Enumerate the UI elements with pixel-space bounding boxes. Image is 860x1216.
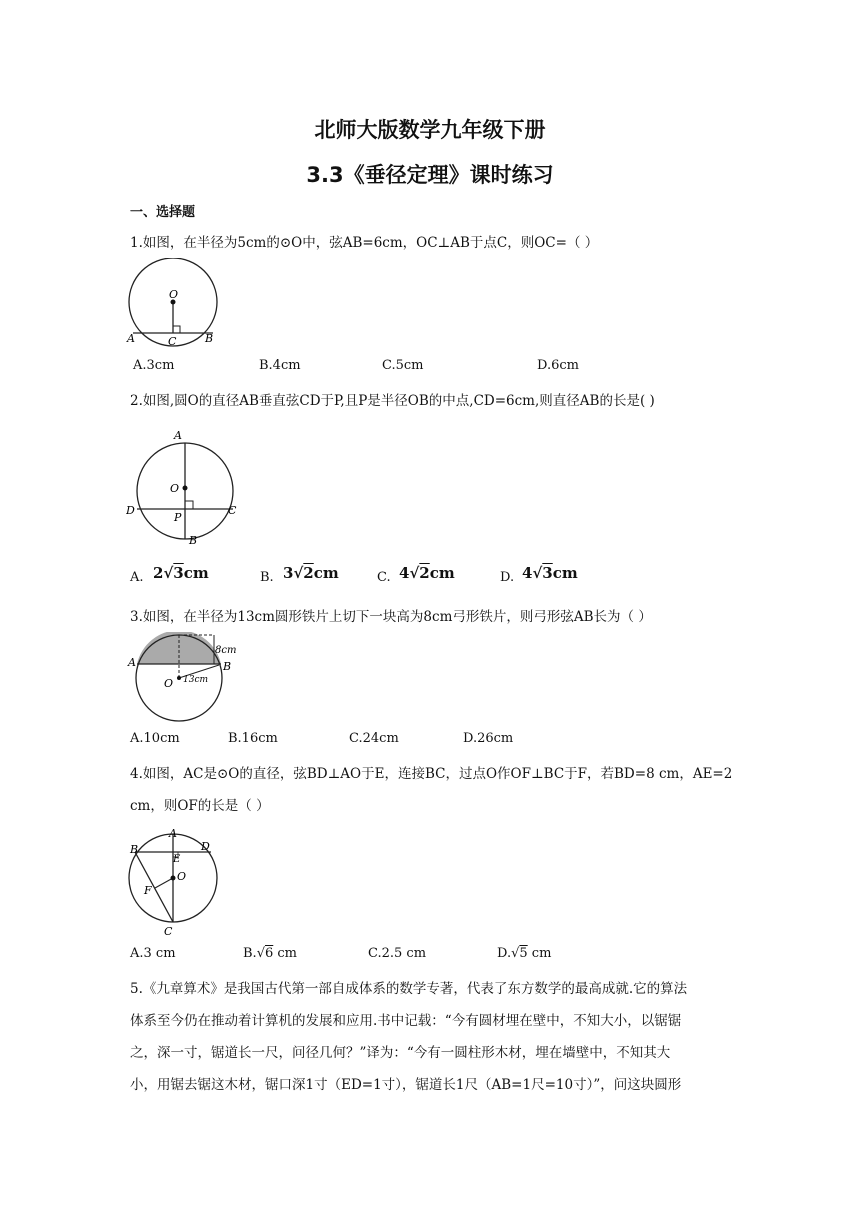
question-3-text: 3.如图，在半径为13cm圆形铁片上切下一块高为8cm弓形铁片，则弓形弦AB长为（ ） <box>130 609 652 625</box>
figure-label-height: 8cm <box>215 645 237 656</box>
option-letter: C. <box>377 570 391 585</box>
option-d[interactable] <box>500 570 514 585</box>
option-b[interactable]: B.√6 cm <box>243 946 298 961</box>
option-c-value: 4√2cm <box>399 564 455 582</box>
question-5-line-2: 体系至今仍在推动着计算机的发展和应用.书中记载：“今有圆材埋在壁中，不知大小，以锯锯 <box>130 1013 682 1029</box>
coefficient: 3 <box>283 564 294 582</box>
section-heading: 一、选择题 <box>130 205 196 220</box>
figure-label-o: O <box>170 482 180 495</box>
question-2-text: 2.如图,圆O的直径AB垂直弦CD于P,且P是半径OB的中点,CD=6cm,则直径AB的长是( ) <box>130 393 655 409</box>
radicand: 6 <box>264 946 274 961</box>
figure-label-f: F <box>144 884 152 897</box>
option-d[interactable]: D.26cm <box>463 731 514 746</box>
question-1-text: 1.如图，在半径为5cm的⊙O中，弦AB=6cm，OC⊥AB于点C，则OC=（ ） <box>130 235 599 251</box>
figure-label-a: A <box>127 332 135 345</box>
radicand: 3 <box>173 564 184 582</box>
figure-label-p: P <box>174 511 182 524</box>
figure-label-b: B <box>223 660 232 673</box>
coefficient: 4 <box>522 564 533 582</box>
question-4-figure <box>126 826 222 938</box>
question-5-line-4: 小，用锯去锯这木材，锯口深1寸（ED=1寸），锯道长1尺（AB=1尺=10寸）”，问这块圆形 <box>130 1077 682 1093</box>
option-c[interactable]: C.2.5 cm <box>368 946 427 961</box>
option-b[interactable] <box>260 570 274 585</box>
question-3-figure <box>126 632 256 724</box>
radicand: 5 <box>519 946 528 961</box>
option-c[interactable] <box>377 570 391 585</box>
figure-label-o: O <box>169 288 179 301</box>
option-letter: A. <box>130 570 144 585</box>
option-a[interactable]: A.3 cm <box>130 946 176 961</box>
question-4-text-cont: cm，则OF的长是（ ） <box>130 798 270 814</box>
unit: cm <box>313 564 339 582</box>
figure-label-o: O <box>164 677 174 690</box>
option-b[interactable]: B.16cm <box>228 731 278 746</box>
figure-label-a: A <box>169 827 177 840</box>
question-4-text: 4.如图，AC是⊙O的直径，弦BD⊥AO于E，连接BC，过点O作OF⊥BC于F，若BD=8 cm，AE=2 <box>130 766 733 782</box>
figure-label-d: D <box>126 504 135 517</box>
option-letter: D. <box>497 946 512 961</box>
option-d[interactable]: D.√5 cm <box>497 946 552 961</box>
unit: cm <box>527 946 552 961</box>
unit: cm <box>183 564 209 582</box>
figure-label-a: A <box>128 656 136 669</box>
figure-label-radius: 13cm <box>183 675 209 685</box>
figure-label-e: E <box>173 854 181 865</box>
question-5-line-1: 5.《九章算术》是我国古代第一部自成体系的数学专著，代表了东方数学的最高成就.它的算法 <box>130 981 688 997</box>
radicand: 2 <box>419 564 430 582</box>
option-d-value: 4√3cm <box>522 564 578 582</box>
option-a[interactable]: A.10cm <box>130 731 180 746</box>
option-a[interactable] <box>130 570 144 585</box>
option-d[interactable]: D.6cm <box>537 358 579 373</box>
option-c[interactable]: C.5cm <box>382 358 424 373</box>
option-letter: D. <box>500 570 515 585</box>
figure-label-c: C <box>228 504 237 517</box>
figure-label-c: C <box>168 335 177 348</box>
page-title: 北师大版数学九年级下册 <box>314 118 546 142</box>
radicand: 2 <box>303 564 314 582</box>
option-b[interactable]: B.4cm <box>259 358 301 373</box>
figure-label-a: A <box>174 429 182 442</box>
page-subtitle: 3.3《垂径定理》课时练习 <box>306 163 554 187</box>
figure-label-d: D <box>201 840 210 853</box>
question-2-figure <box>126 424 246 549</box>
figure-label-b: B <box>205 332 214 345</box>
coefficient: 4 <box>399 564 410 582</box>
option-c[interactable]: C.24cm <box>349 731 399 746</box>
option-b-value: 3√2cm <box>283 564 339 582</box>
figure-label-c: C <box>164 925 173 938</box>
figure-label-b: B <box>189 534 198 547</box>
option-letter: B. <box>243 946 257 961</box>
figure-label-b: B <box>130 843 139 856</box>
question-5-line-3: 之，深一寸，锯道长一尺，问径几何？”译为：“今有一圆柱形木材，埋在墙壁中，不知其大 <box>130 1045 671 1061</box>
unit: cm <box>552 564 578 582</box>
coefficient: 2 <box>153 564 164 582</box>
option-a-value: 2√3cm <box>153 564 209 582</box>
unit: cm <box>273 946 298 961</box>
question-1-figure <box>126 258 226 350</box>
option-letter: B. <box>260 570 274 585</box>
radicand: 3 <box>542 564 553 582</box>
figure-label-o: O <box>177 870 187 883</box>
unit: cm <box>429 564 455 582</box>
option-a[interactable]: A.3cm <box>133 358 175 373</box>
